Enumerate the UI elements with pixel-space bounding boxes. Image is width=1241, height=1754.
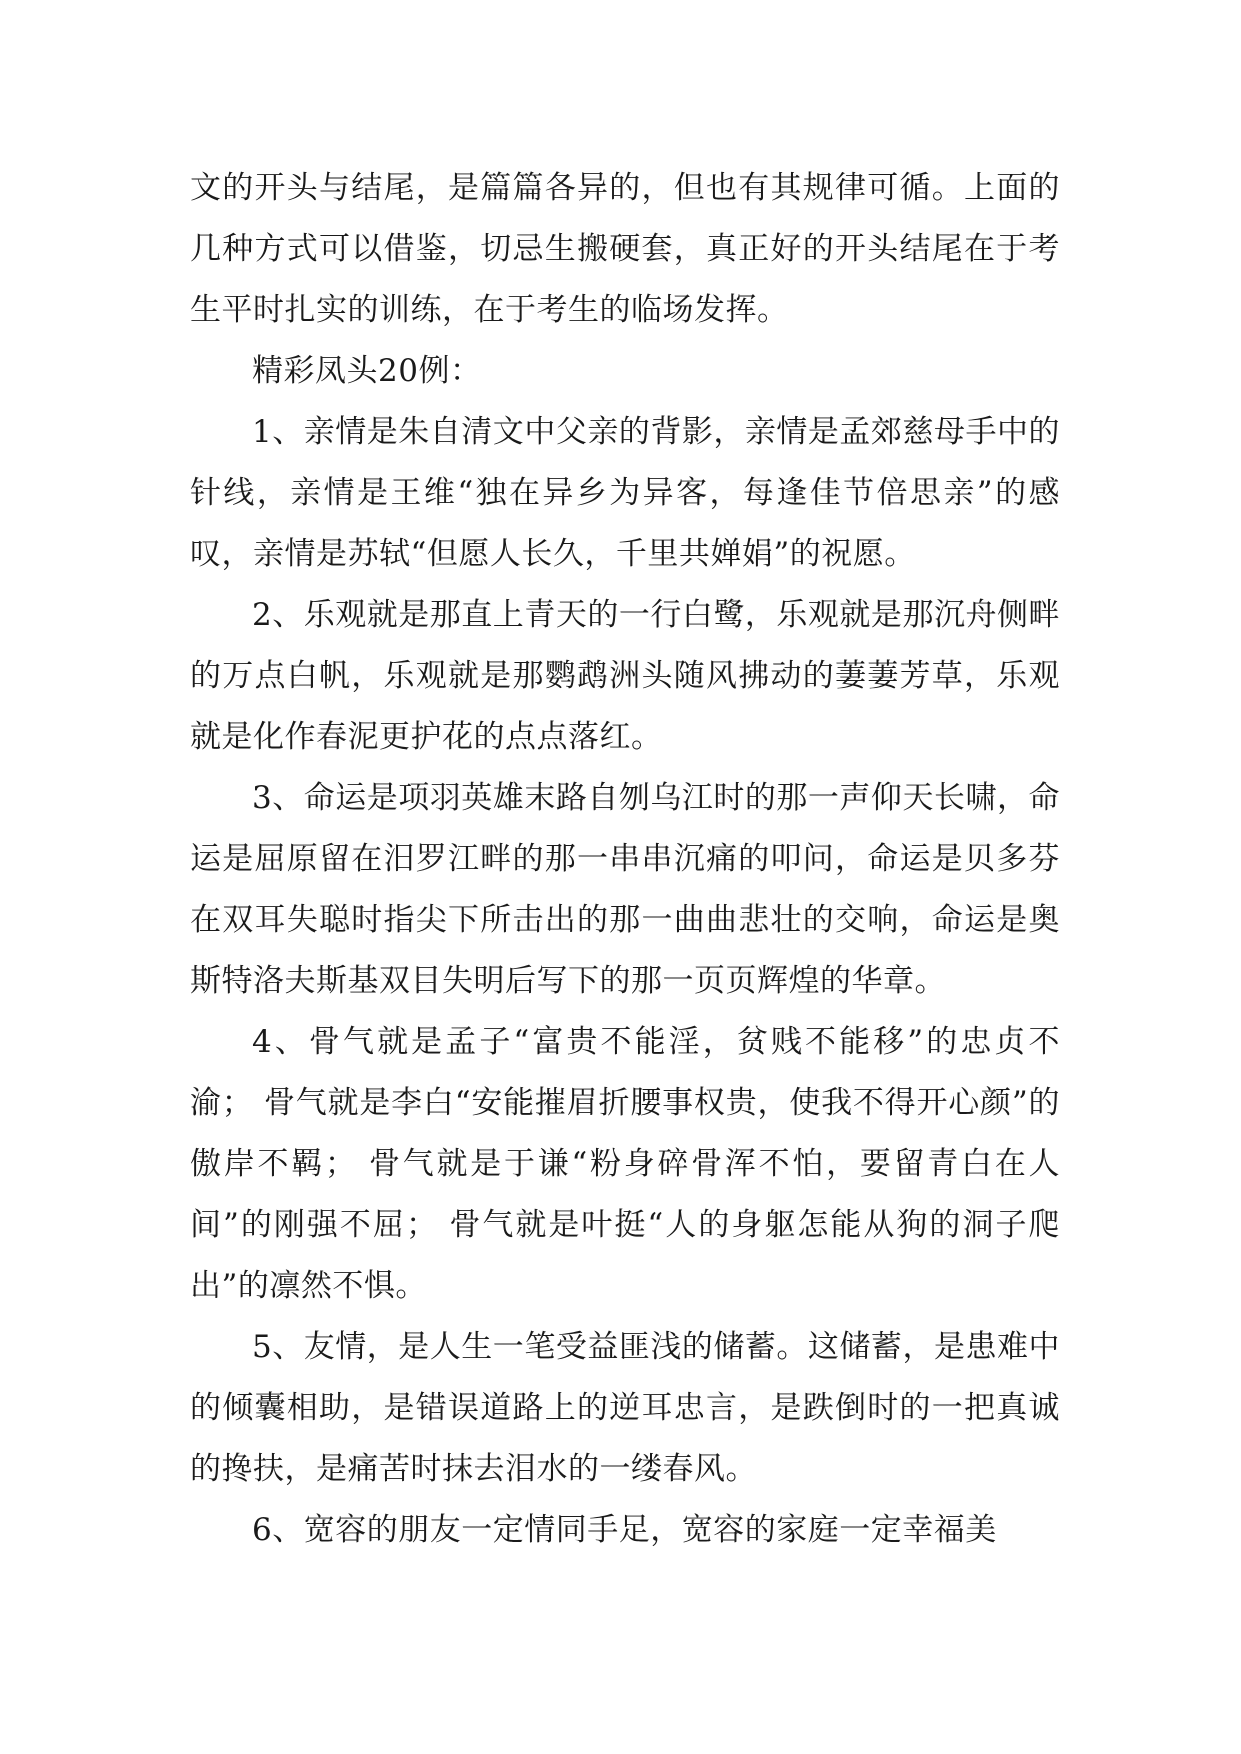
paragraph-example-4: 4、骨气就是孟子“富贵不能淫，贫贱不能移”的忠贞不渝； 骨气就是李白“安能摧眉折腰事权贵，使我不得开心颜”的傲岸不羁； 骨气就是于谦“粉身碎骨浑不怕，要留青白在人间”的刚强不屈； 骨气就是叶挺“人的身躯怎能从狗的洞子爬出”的凛然不惧。 xyxy=(190,1024,1060,1304)
paragraph-example-1: 1、亲情是朱自清文中父亲的背影，亲情是孟郊慈母手中的针线，亲情是王维“独在异乡为异客，每逢佳节倍思亲”的感叹，亲情是苏轼“但愿人长久，千里共婵娟”的祝愿。 xyxy=(190,414,1060,572)
paragraph-example-2: 2、乐观就是那直上青天的一行白鹭，乐观就是那沉舟侧畔的万点白帆，乐观就是那鹦鹉洲头随风拂动的萋萋芳草，乐观就是化作春泥更护花的点点落红。 xyxy=(190,597,1060,755)
paragraph-intro-ending: 文的开头与结尾，是篇篇各异的，但也有其规律可循。上面的几种方式可以借鉴，切忌生搬硬套，真正好的开头结尾在于考生平时扎实的训练，在于考生的临场发挥。 xyxy=(190,170,1060,328)
document-body xyxy=(190,158,1060,1561)
paragraph-example-5: 5、友情，是人生一笔受益匪浅的储蓄。这储蓄，是患难中的倾囊相助，是错误道路上的逆耳忠言，是跌倒时的一把真诚的搀扶，是痛苦时抹去泪水的一缕春风。 xyxy=(190,1329,1060,1487)
paragraph-example-6: 6、宽容的朋友一定情同手足，宽容的家庭一定幸福美 xyxy=(252,1512,997,1548)
section-heading: 精彩凤头20例： xyxy=(252,353,482,389)
paragraph-example-3: 3、命运是项羽英雄末路自刎乌江时的那一声仰天长啸，命运是屈原留在汨罗江畔的那一串串沉痛的叩问，命运是贝多芬在双耳失聪时指尖下所击出的那一曲曲悲壮的交响，命运是奥斯特洛夫斯基双目失明后写下的那一页页辉煌的华章。 xyxy=(190,780,1060,999)
